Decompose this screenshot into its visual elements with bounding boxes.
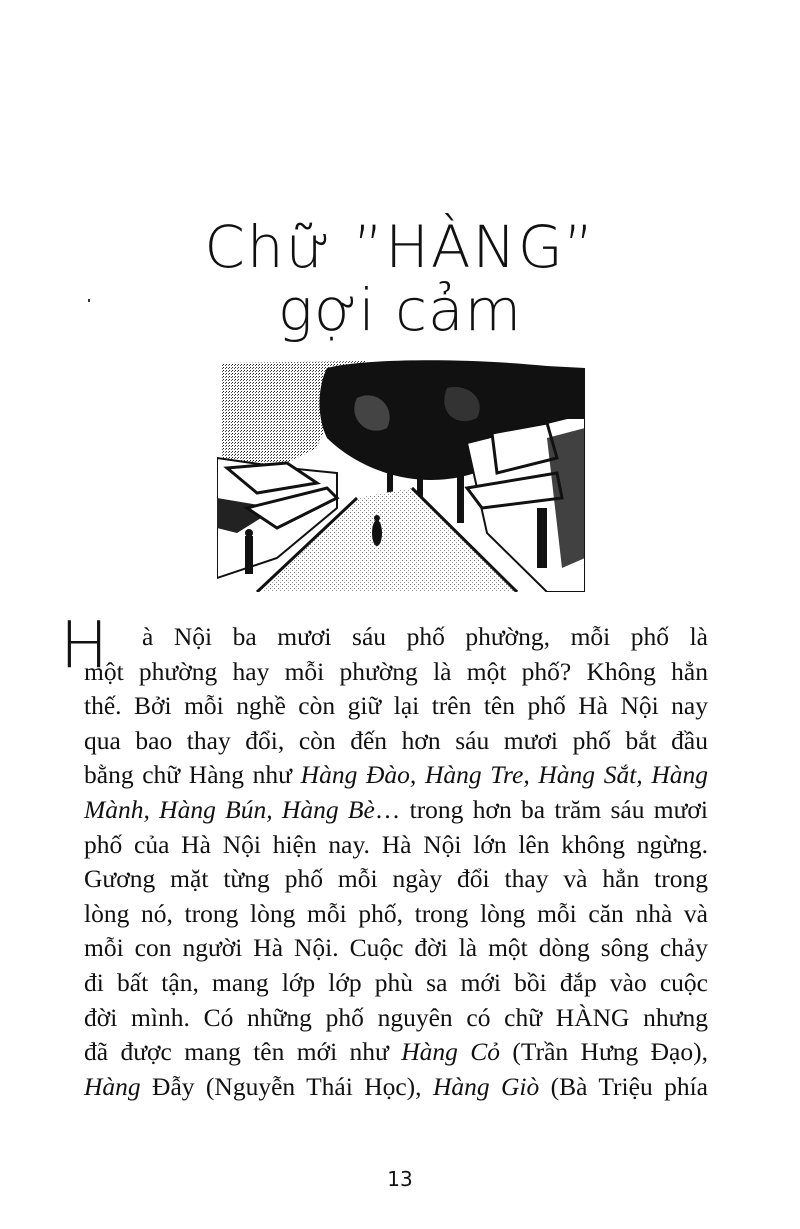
text-run: đã được mang tên mới như [84, 1037, 402, 1067]
text-line [84, 862, 708, 897]
italic-street-name: Hàng Cỏ [401, 1037, 501, 1067]
italic-street-name: Hàng [84, 1071, 141, 1101]
text-run: phố của Hà Nội hiện nay. Hà Nội lớn lên không ngừng. [84, 829, 708, 859]
text-line [84, 689, 708, 724]
text-line [84, 1035, 708, 1070]
text-line [84, 724, 708, 759]
text-line [84, 931, 708, 966]
text-run: qua bao thay đổi, còn đến hơn sáu mươi phố bắt đầu [84, 725, 708, 755]
text-run: bằng chữ Hàng như [84, 760, 301, 790]
chapter-title-line-2: gợi cảm [277, 276, 523, 345]
text-line [84, 897, 708, 932]
text-run: (Trần Hưng Đạo), [500, 1037, 708, 1067]
text-line [84, 655, 708, 690]
drop-cap: H [60, 609, 109, 683]
street-illustration-icon [217, 358, 585, 592]
body-paragraph [84, 620, 708, 1104]
text-run: Gương mặt từng phố mỗi ngày đổi thay và hẳn trong [84, 864, 708, 894]
text-line [84, 758, 708, 793]
chapter-title [0, 213, 800, 345]
text-run: đời mình. Có những phố nguyên có chữ HÀNG nhưng [84, 1002, 708, 1032]
text-run: (Bà Triệu phía [539, 1071, 708, 1101]
chapter-title-line-1: Chữ ”HÀNG” [204, 213, 596, 282]
text-run: đi bất tận, mang lớp lớp phù sa mới bồi đắp vào cuộc [84, 967, 708, 997]
text-run: lòng nó, trong lòng mỗi phố, trong lòng mỗi căn nhà và [84, 898, 708, 928]
italic-street-name: Hàng Đào, Hàng Tre, Hàng Sắt, Hàng [300, 760, 709, 790]
italic-street-name: Hàng Giò [432, 1071, 540, 1101]
text-run: thế. Bởi mỗi nghề còn giữ lại trên tên phố Hà Nội nay [84, 691, 708, 721]
street-illustration [217, 358, 585, 592]
text-line [84, 793, 708, 828]
text-run: à Nội ba mươi sáu phố phường, mỗi phố là [142, 622, 708, 651]
text-run: một phường hay mỗi phường là một phố? Không hẳn [84, 656, 708, 686]
text-line [84, 1070, 708, 1105]
text-line [84, 1001, 708, 1036]
text-line [84, 966, 708, 1001]
text-run: Đẫy (Nguyễn Thái Học), [140, 1071, 433, 1101]
text-line [84, 828, 708, 863]
text-run: … trong hơn ba trăm sáu mươi [374, 794, 708, 824]
page-number: 13 [387, 1167, 413, 1191]
italic-street-name: Mành, Hàng Bún, Hàng Bè [84, 794, 375, 824]
margin-speck [88, 299, 90, 302]
text-line [84, 620, 708, 655]
text-run: mỗi con người Hà Nội. Cuộc đời là một dòng sông chảy [84, 933, 708, 963]
